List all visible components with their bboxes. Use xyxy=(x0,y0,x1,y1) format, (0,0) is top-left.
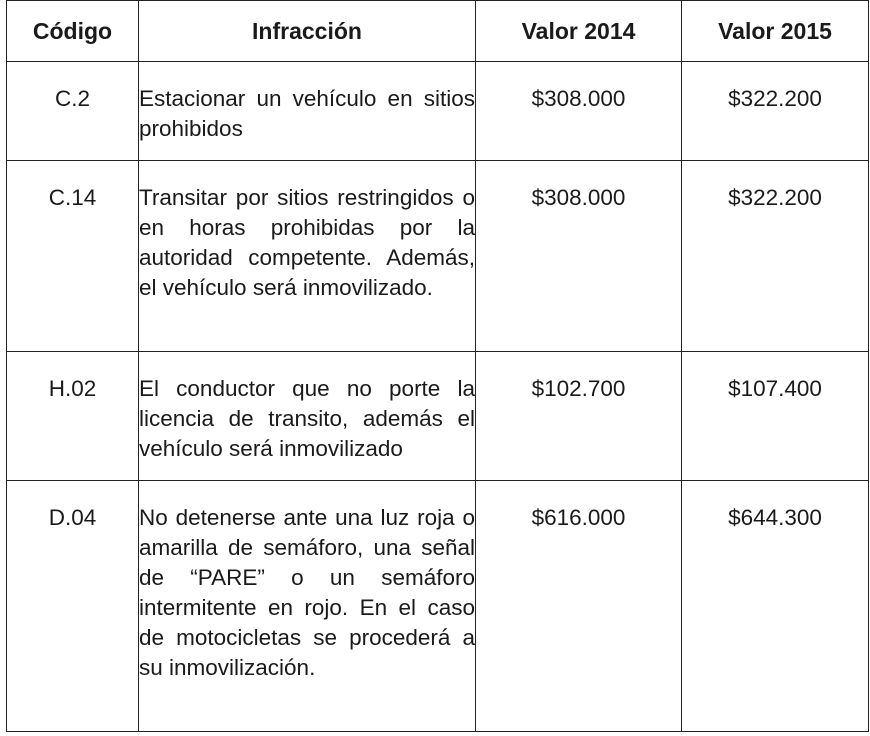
table-row xyxy=(7,352,869,481)
table-row xyxy=(7,161,869,352)
table-header xyxy=(7,1,869,62)
cell-infraction: El conductor que no porte la licencia de transito, además el vehículo será inmovilizado xyxy=(139,352,476,481)
header-value-2014: Valor 2014 xyxy=(476,1,682,62)
cell-code: C.2 xyxy=(7,62,139,161)
table-row xyxy=(7,62,869,161)
header-code: Código xyxy=(7,1,139,62)
header-infraction: Infracción xyxy=(139,1,476,62)
cell-infraction: Transitar por sitios restringidos o en horas prohibidas por la autoridad competente. Además, el vehículo será inmovilizado. xyxy=(139,161,476,352)
cell-code: C.14 xyxy=(7,161,139,352)
cell-value-2015: $644.300 xyxy=(682,481,869,732)
cell-infraction: No detenerse ante una luz roja o amarilla de semáforo, una señal de “PARE” o un semáforo intermitente en rojo. En el caso de motocicletas se procederá a su inmovilización. xyxy=(139,481,476,732)
cell-value-2014: $308.000 xyxy=(476,161,682,352)
header-row xyxy=(7,1,869,62)
table-body xyxy=(7,62,869,732)
cell-value-2015: $322.200 xyxy=(682,161,869,352)
table-row xyxy=(7,481,869,732)
cell-value-2014: $308.000 xyxy=(476,62,682,161)
cell-code: D.04 xyxy=(7,481,139,732)
cell-value-2014: $102.700 xyxy=(476,352,682,481)
fines-table xyxy=(6,0,869,732)
cell-value-2014: $616.000 xyxy=(476,481,682,732)
cell-value-2015: $107.400 xyxy=(682,352,869,481)
cell-infraction: Estacionar un vehículo en sitios prohibidos xyxy=(139,62,476,161)
cell-value-2015: $322.200 xyxy=(682,62,869,161)
header-value-2015: Valor 2015 xyxy=(682,1,869,62)
cell-code: H.02 xyxy=(7,352,139,481)
